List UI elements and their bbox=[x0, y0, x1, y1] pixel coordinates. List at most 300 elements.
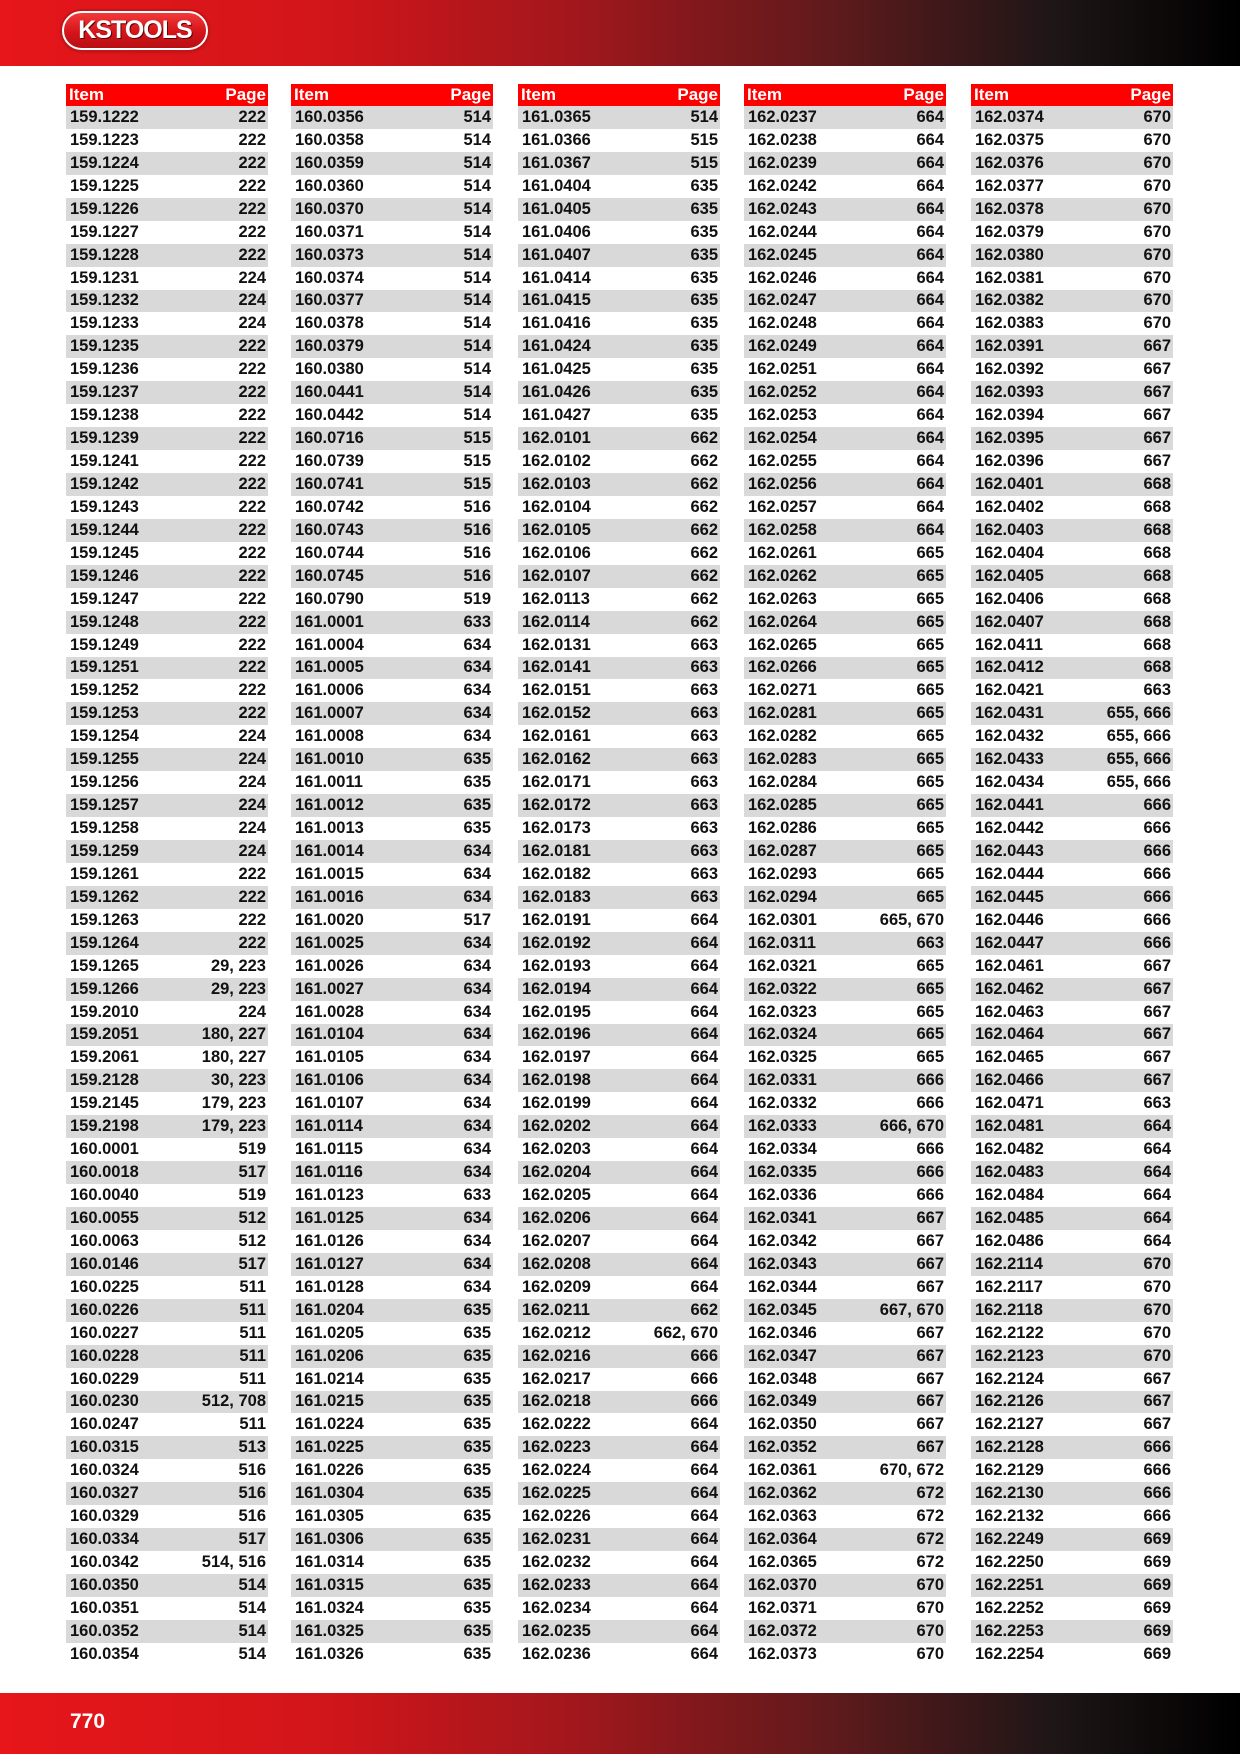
item-number: 162.0373 bbox=[748, 1644, 817, 1663]
item-number: 162.0407 bbox=[975, 612, 1044, 631]
table-row bbox=[291, 748, 493, 771]
page-reference: 665 bbox=[916, 612, 944, 631]
item-number: 162.0348 bbox=[748, 1369, 817, 1388]
table-row bbox=[744, 1207, 946, 1230]
table-row bbox=[744, 1482, 946, 1505]
page-reference: 516 bbox=[463, 497, 491, 516]
item-number: 162.0336 bbox=[748, 1186, 817, 1205]
item-number: 162.0285 bbox=[748, 796, 817, 815]
item-number: 162.0324 bbox=[748, 1025, 817, 1044]
item-number: 161.0115 bbox=[295, 1140, 363, 1159]
page-reference: 635 bbox=[463, 1392, 491, 1411]
page-reference: 511 bbox=[239, 1369, 266, 1388]
table-row bbox=[971, 221, 1173, 244]
page-reference: 635 bbox=[463, 1598, 491, 1617]
page-reference: 667 bbox=[1143, 1392, 1171, 1411]
page-reference: 664 bbox=[690, 1163, 718, 1182]
item-number: 161.0324 bbox=[295, 1598, 364, 1617]
item-number: 159.1226 bbox=[70, 199, 139, 218]
table-row bbox=[518, 335, 720, 358]
table-row bbox=[971, 1551, 1173, 1574]
table-row bbox=[66, 1322, 268, 1345]
item-number: 161.0020 bbox=[295, 910, 364, 929]
table-row bbox=[971, 1069, 1173, 1092]
item-number: 162.0287 bbox=[748, 841, 817, 860]
page-reference: 514 bbox=[690, 107, 718, 126]
page-reference: 222 bbox=[238, 612, 266, 631]
item-number: 162.0464 bbox=[975, 1025, 1044, 1044]
item-number: 161.0012 bbox=[295, 796, 364, 815]
page-reference: 665 bbox=[916, 819, 944, 838]
table-row bbox=[291, 1230, 493, 1253]
item-number: 159.1228 bbox=[70, 245, 139, 264]
page-reference: 516 bbox=[463, 566, 491, 585]
table-row bbox=[66, 1345, 268, 1368]
table-row bbox=[518, 450, 720, 473]
page-reference: 222 bbox=[238, 520, 266, 539]
page-reference: 30, 223 bbox=[210, 1071, 266, 1090]
table-row bbox=[518, 1230, 720, 1253]
table-row bbox=[518, 657, 720, 680]
column-body bbox=[518, 106, 720, 1666]
table-row bbox=[744, 1413, 946, 1436]
table-row bbox=[518, 267, 720, 290]
item-number: 162.2117 bbox=[975, 1277, 1043, 1296]
table-row bbox=[518, 1184, 720, 1207]
page-reference: 667 bbox=[916, 1369, 944, 1388]
item-number: 161.0006 bbox=[295, 681, 364, 700]
table-row bbox=[971, 335, 1173, 358]
item-number: 162.0242 bbox=[748, 176, 817, 195]
page-reference: 664 bbox=[916, 130, 944, 149]
page-reference: 665 bbox=[916, 887, 944, 906]
table-row bbox=[971, 542, 1173, 565]
item-number: 162.0218 bbox=[522, 1392, 591, 1411]
page-reference: 670 bbox=[916, 1575, 944, 1594]
table-row bbox=[291, 1528, 493, 1551]
item-number: 162.0253 bbox=[748, 406, 817, 425]
item-number: 159.1242 bbox=[70, 474, 139, 493]
item-number: 162.0375 bbox=[975, 130, 1044, 149]
page-reference: 670 bbox=[916, 1598, 944, 1617]
table-row bbox=[291, 381, 493, 404]
item-number: 162.0311 bbox=[748, 933, 816, 952]
item-number: 160.0342 bbox=[70, 1553, 139, 1572]
table-row bbox=[66, 886, 268, 909]
page-reference: 517 bbox=[238, 1254, 266, 1273]
item-header: Item bbox=[69, 85, 104, 104]
table-row bbox=[66, 542, 268, 565]
page-reference: 222 bbox=[238, 543, 266, 562]
item-number: 159.1262 bbox=[70, 887, 139, 906]
page-reference: 519 bbox=[238, 1140, 266, 1159]
page-reference: 514 bbox=[463, 245, 491, 264]
page-reference: 663 bbox=[690, 887, 718, 906]
item-number: 161.0106 bbox=[295, 1071, 364, 1090]
page-reference: 663 bbox=[1143, 681, 1171, 700]
table-row bbox=[971, 175, 1173, 198]
table-row bbox=[744, 1138, 946, 1161]
item-number: 162.2114 bbox=[975, 1254, 1043, 1273]
table-row bbox=[971, 1276, 1173, 1299]
page-reference: 514 bbox=[463, 406, 491, 425]
table-row bbox=[971, 198, 1173, 221]
table-row bbox=[971, 1115, 1173, 1138]
table-row bbox=[66, 1069, 268, 1092]
page-reference: 634 bbox=[463, 658, 491, 677]
table-row bbox=[66, 427, 268, 450]
item-number: 162.0481 bbox=[975, 1117, 1044, 1136]
table-row bbox=[518, 519, 720, 542]
page-reference: 633 bbox=[463, 1186, 491, 1205]
page-reference: 666 bbox=[690, 1392, 718, 1411]
item-number: 162.0254 bbox=[748, 429, 817, 448]
item-number: 162.0404 bbox=[975, 543, 1044, 562]
table-row bbox=[744, 221, 946, 244]
table-row bbox=[291, 267, 493, 290]
table-row bbox=[66, 1368, 268, 1391]
table-row bbox=[971, 1299, 1173, 1322]
page-reference: 635 bbox=[690, 314, 718, 333]
item-number: 162.0255 bbox=[748, 452, 817, 471]
item-number: 161.0027 bbox=[295, 979, 364, 998]
item-number: 162.0172 bbox=[522, 796, 591, 815]
item-number: 159.1227 bbox=[70, 222, 139, 241]
page-reference: 515 bbox=[463, 452, 491, 471]
page-reference: 666 bbox=[690, 1369, 718, 1388]
item-number: 162.0371 bbox=[748, 1598, 817, 1617]
table-row bbox=[66, 175, 268, 198]
table-row bbox=[971, 1620, 1173, 1643]
page-reference: 670 bbox=[1143, 176, 1171, 195]
page-reference: 633 bbox=[463, 612, 491, 631]
item-number: 160.0745 bbox=[295, 566, 364, 585]
item-number: 160.0063 bbox=[70, 1231, 139, 1250]
page-reference: 222 bbox=[238, 474, 266, 493]
page-reference: 222 bbox=[238, 222, 266, 241]
item-number: 161.0025 bbox=[295, 933, 364, 952]
page-reference: 667 bbox=[1143, 383, 1171, 402]
item-number: 162.0376 bbox=[975, 153, 1044, 172]
item-number: 162.0196 bbox=[522, 1025, 591, 1044]
table-row bbox=[66, 1138, 268, 1161]
item-number: 160.0790 bbox=[295, 589, 364, 608]
page-reference: 515 bbox=[463, 474, 491, 493]
table-row bbox=[971, 1413, 1173, 1436]
table-row bbox=[971, 679, 1173, 702]
item-number: 162.0412 bbox=[975, 658, 1044, 677]
index-column bbox=[971, 84, 1173, 1666]
item-number: 162.0483 bbox=[975, 1163, 1044, 1182]
table-row bbox=[518, 1069, 720, 1092]
item-number: 162.0462 bbox=[975, 979, 1044, 998]
table-row bbox=[66, 863, 268, 886]
item-number: 161.0415 bbox=[522, 291, 591, 310]
page-reference: 634 bbox=[463, 704, 491, 723]
page-reference: 519 bbox=[463, 589, 491, 608]
page-reference: 664 bbox=[916, 222, 944, 241]
page-reference: 635 bbox=[690, 291, 718, 310]
page-reference: 634 bbox=[463, 887, 491, 906]
page-reference: 634 bbox=[463, 1140, 491, 1159]
page-reference: 670 bbox=[1143, 222, 1171, 241]
page-reference: 635 bbox=[690, 383, 718, 402]
item-number: 159.1255 bbox=[70, 750, 139, 769]
table-row bbox=[518, 748, 720, 771]
item-number: 161.0010 bbox=[295, 750, 364, 769]
page-reference: 669 bbox=[1143, 1553, 1171, 1572]
item-number: 162.0443 bbox=[975, 841, 1044, 860]
item-number: 160.0373 bbox=[295, 245, 364, 264]
table-row bbox=[66, 312, 268, 335]
table-row bbox=[971, 1643, 1173, 1666]
table-row bbox=[971, 1138, 1173, 1161]
table-row bbox=[66, 1276, 268, 1299]
page-reference: 222 bbox=[238, 497, 266, 516]
table-row bbox=[291, 358, 493, 381]
page-reference: 511 bbox=[239, 1415, 266, 1434]
item-number: 162.0161 bbox=[522, 727, 591, 746]
table-row bbox=[518, 198, 720, 221]
page-reference: 29, 223 bbox=[210, 979, 266, 998]
table-row bbox=[971, 1574, 1173, 1597]
logo-text: KSTOOLS bbox=[78, 16, 192, 44]
table-row bbox=[971, 1046, 1173, 1069]
table-row bbox=[291, 588, 493, 611]
item-number: 162.0466 bbox=[975, 1071, 1044, 1090]
table-row bbox=[971, 1184, 1173, 1207]
page-reference: 662 bbox=[690, 1300, 718, 1319]
item-number: 160.0374 bbox=[295, 268, 364, 287]
item-number: 159.1231 bbox=[70, 268, 139, 287]
table-row bbox=[66, 1207, 268, 1230]
kstools-logo bbox=[62, 11, 208, 50]
item-number: 162.0113 bbox=[522, 589, 590, 608]
item-number: 160.0742 bbox=[295, 497, 364, 516]
item-number: 160.0228 bbox=[70, 1346, 139, 1365]
item-number: 162.0372 bbox=[748, 1621, 817, 1640]
table-row bbox=[291, 335, 493, 358]
table-row bbox=[66, 817, 268, 840]
page-reference: 664 bbox=[916, 474, 944, 493]
item-number: 161.0214 bbox=[295, 1369, 364, 1388]
page-reference: 666 bbox=[1143, 796, 1171, 815]
table-row bbox=[971, 771, 1173, 794]
table-row bbox=[744, 794, 946, 817]
item-number: 161.0405 bbox=[522, 199, 591, 218]
table-row bbox=[971, 1001, 1173, 1024]
table-row bbox=[971, 381, 1173, 404]
item-number: 162.0401 bbox=[975, 474, 1044, 493]
table-row bbox=[744, 381, 946, 404]
table-row bbox=[291, 1001, 493, 1024]
table-row bbox=[744, 1551, 946, 1574]
page-reference: 664 bbox=[916, 452, 944, 471]
table-row bbox=[971, 106, 1173, 129]
table-row bbox=[291, 634, 493, 657]
item-number: 162.0202 bbox=[522, 1117, 591, 1136]
item-number: 162.0192 bbox=[522, 933, 591, 952]
item-header: Item bbox=[747, 85, 782, 104]
item-number: 159.1248 bbox=[70, 612, 139, 631]
page-header: Page bbox=[903, 85, 944, 104]
item-number: 159.1259 bbox=[70, 841, 139, 860]
item-number: 161.0226 bbox=[295, 1461, 364, 1480]
table-row bbox=[971, 840, 1173, 863]
item-number: 162.0234 bbox=[522, 1598, 591, 1617]
table-row bbox=[518, 863, 720, 886]
table-row bbox=[971, 267, 1173, 290]
item-number: 162.0362 bbox=[748, 1484, 817, 1503]
table-row bbox=[744, 1368, 946, 1391]
table-row bbox=[971, 886, 1173, 909]
item-number: 162.0151 bbox=[522, 681, 591, 700]
page-reference: 664 bbox=[916, 314, 944, 333]
item-number: 161.0028 bbox=[295, 1002, 364, 1021]
item-number: 161.0326 bbox=[295, 1644, 364, 1663]
page-reference: 664 bbox=[690, 933, 718, 952]
item-number: 162.0194 bbox=[522, 979, 591, 998]
table-row bbox=[66, 1092, 268, 1115]
item-number: 162.2253 bbox=[975, 1621, 1044, 1640]
table-row bbox=[291, 1253, 493, 1276]
item-number: 162.0181 bbox=[522, 841, 591, 860]
page-reference: 665 bbox=[916, 658, 944, 677]
item-number: 160.0040 bbox=[70, 1186, 139, 1205]
page-reference: 670 bbox=[1143, 153, 1171, 172]
table-row bbox=[518, 152, 720, 175]
item-number: 162.0256 bbox=[748, 474, 817, 493]
page-reference: 664 bbox=[690, 1461, 718, 1480]
table-row bbox=[291, 1276, 493, 1299]
page-reference: 668 bbox=[1143, 612, 1171, 631]
item-number: 162.0283 bbox=[748, 750, 817, 769]
page-reference: 222 bbox=[238, 933, 266, 952]
item-number: 162.0363 bbox=[748, 1507, 817, 1526]
item-number: 159.1258 bbox=[70, 819, 139, 838]
table-row bbox=[744, 1436, 946, 1459]
table-row bbox=[66, 129, 268, 152]
page-reference: 664 bbox=[690, 910, 718, 929]
page-reference: 668 bbox=[1143, 520, 1171, 539]
page-reference: 663 bbox=[690, 727, 718, 746]
item-number: 162.0294 bbox=[748, 887, 817, 906]
table-row bbox=[66, 1024, 268, 1047]
page-reference: 664 bbox=[1143, 1140, 1171, 1159]
page-reference: 512 bbox=[238, 1208, 266, 1227]
item-number: 162.2122 bbox=[975, 1323, 1044, 1342]
page-reference: 222 bbox=[238, 107, 266, 126]
item-number: 162.0223 bbox=[522, 1438, 591, 1457]
item-number: 162.0236 bbox=[522, 1644, 591, 1663]
page-reference: 665 bbox=[916, 727, 944, 746]
table-row bbox=[66, 1459, 268, 1482]
item-number: 159.1265 bbox=[70, 956, 139, 975]
item-number: 160.0354 bbox=[70, 1644, 139, 1663]
item-number: 162.0198 bbox=[522, 1071, 591, 1090]
table-row bbox=[518, 1024, 720, 1047]
item-number: 159.2051 bbox=[70, 1025, 139, 1044]
table-row bbox=[971, 634, 1173, 657]
table-row bbox=[66, 1001, 268, 1024]
item-number: 159.1233 bbox=[70, 314, 139, 333]
page-reference: 635 bbox=[463, 1507, 491, 1526]
item-number: 160.0370 bbox=[295, 199, 364, 218]
page-reference: 662 bbox=[690, 612, 718, 631]
table-row bbox=[66, 1161, 268, 1184]
item-number: 160.0230 bbox=[70, 1392, 139, 1411]
item-number: 162.0222 bbox=[522, 1415, 591, 1434]
page-reference: 635 bbox=[690, 360, 718, 379]
item-number: 162.0199 bbox=[522, 1094, 591, 1113]
table-row bbox=[971, 450, 1173, 473]
item-number: 162.0361 bbox=[748, 1461, 817, 1480]
table-row bbox=[744, 1597, 946, 1620]
table-row bbox=[66, 1115, 268, 1138]
item-number: 162.2252 bbox=[975, 1598, 1044, 1617]
page-reference: 515 bbox=[690, 153, 718, 172]
table-row bbox=[518, 565, 720, 588]
table-row bbox=[66, 1574, 268, 1597]
footer-bar bbox=[0, 1693, 1240, 1754]
page-reference: 667, 670 bbox=[879, 1300, 944, 1319]
page-reference: 222 bbox=[238, 864, 266, 883]
page-reference: 179, 223 bbox=[201, 1117, 266, 1136]
page-reference: 635 bbox=[463, 1369, 491, 1388]
table-row bbox=[971, 1528, 1173, 1551]
table-row bbox=[744, 1505, 946, 1528]
item-number: 162.0352 bbox=[748, 1438, 817, 1457]
table-row bbox=[971, 290, 1173, 313]
table-row bbox=[291, 1161, 493, 1184]
item-number: 162.0233 bbox=[522, 1575, 591, 1594]
item-number: 159.1241 bbox=[70, 452, 139, 471]
page-reference: 224 bbox=[238, 841, 266, 860]
item-number: 161.0104 bbox=[295, 1025, 364, 1044]
table-row bbox=[66, 1551, 268, 1574]
item-number: 161.0125 bbox=[295, 1208, 364, 1227]
page-reference: 514 bbox=[238, 1575, 266, 1594]
item-number: 159.2010 bbox=[70, 1002, 139, 1021]
item-number: 159.1224 bbox=[70, 153, 139, 172]
page-reference: 224 bbox=[238, 314, 266, 333]
page-reference: 668 bbox=[1143, 658, 1171, 677]
table-row bbox=[66, 1046, 268, 1069]
item-number: 161.0315 bbox=[295, 1575, 364, 1594]
page-reference: 224 bbox=[238, 796, 266, 815]
page-reference: 670 bbox=[1143, 314, 1171, 333]
table-row bbox=[744, 1253, 946, 1276]
item-number: 162.0212 bbox=[522, 1323, 591, 1342]
page-reference: 669 bbox=[1143, 1530, 1171, 1549]
table-row bbox=[744, 1459, 946, 1482]
item-number: 162.0333 bbox=[748, 1117, 817, 1136]
item-number: 162.2249 bbox=[975, 1530, 1044, 1549]
table-row bbox=[66, 1184, 268, 1207]
table-row bbox=[744, 748, 946, 771]
page-reference: 663 bbox=[690, 635, 718, 654]
table-row bbox=[291, 1046, 493, 1069]
page-reference: 655, 666 bbox=[1106, 727, 1171, 746]
item-number: 162.0446 bbox=[975, 910, 1044, 929]
table-row bbox=[971, 955, 1173, 978]
table-row bbox=[291, 955, 493, 978]
item-number: 159.1254 bbox=[70, 727, 139, 746]
page-reference: 669 bbox=[1143, 1598, 1171, 1617]
table-row bbox=[971, 702, 1173, 725]
page-reference: 670 bbox=[1143, 1254, 1171, 1273]
page-reference: 672 bbox=[916, 1484, 944, 1503]
